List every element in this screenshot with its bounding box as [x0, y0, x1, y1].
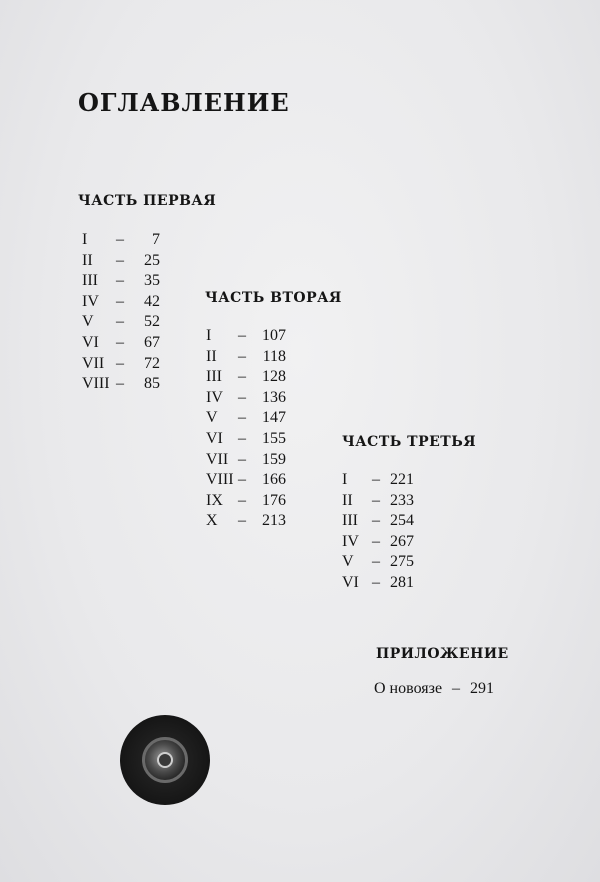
entry-dash: –	[238, 347, 246, 365]
page-number: 25	[144, 251, 160, 269]
chapter-number: III	[82, 272, 98, 290]
entry-dash: –	[116, 231, 124, 248]
page-number: 42	[144, 292, 160, 310]
chapter-number: IV	[206, 388, 223, 406]
emblem-core	[157, 752, 173, 768]
chapter-number: VII	[82, 354, 105, 372]
chapter-number: II	[342, 491, 353, 509]
chapter-number: VI	[342, 573, 359, 591]
chapter-number: I	[82, 231, 88, 248]
chapter-number: V	[206, 409, 218, 427]
chapter-number: VI	[82, 333, 99, 351]
page-number: 147	[262, 409, 286, 427]
part-three-title: ЧАСТЬ ТРЕТЬЯ	[342, 434, 477, 450]
page-number: 67	[144, 333, 160, 351]
emblem-ring	[142, 737, 188, 783]
chapter-number: V	[82, 313, 94, 331]
entry-dash: –	[238, 429, 246, 447]
chapter-number: I	[342, 471, 348, 488]
chapter-number: VII	[206, 450, 229, 468]
page-number: 118	[262, 347, 286, 365]
page-number: 254	[390, 512, 414, 530]
entry-dash: –	[372, 471, 380, 488]
entry-dash: –	[238, 512, 246, 530]
appendix-title: ПРИЛОЖЕНИЕ	[376, 646, 509, 662]
page-number: 233	[390, 491, 414, 509]
part-two-title: ЧАСТЬ ВТОРАЯ	[205, 290, 342, 306]
entry-dash: –	[238, 388, 246, 406]
page-number: 7	[152, 231, 160, 248]
page-title: ОГЛАВЛЕНИЕ	[78, 88, 290, 117]
chapter-number: II	[82, 251, 93, 269]
entry-dash: –	[238, 409, 246, 427]
chapter-number: III	[342, 512, 358, 530]
page-number: 281	[390, 573, 414, 591]
page-number: 155	[262, 429, 286, 447]
chapter-number: I	[206, 327, 212, 344]
page-number: 107	[262, 327, 286, 344]
appendix-entry-page: 291	[470, 680, 495, 697]
entry-dash: –	[372, 512, 380, 530]
page-number: 267	[390, 532, 414, 550]
chapter-number: IV	[82, 292, 99, 310]
entry-dash: –	[372, 532, 380, 550]
page-number: 213	[262, 512, 286, 530]
page-number: 221	[390, 471, 414, 488]
page-number: 85	[144, 375, 160, 393]
appendix-entry-label: О новоязе	[374, 680, 443, 697]
page-number: 159	[262, 450, 286, 468]
chapter-number: IX	[206, 491, 223, 509]
page-number: 128	[262, 368, 286, 386]
page-number: 136	[262, 388, 286, 406]
chapter-number: V	[342, 553, 354, 571]
entry-dash: –	[116, 375, 124, 393]
entry-dash: –	[238, 368, 246, 386]
chapter-number: X	[206, 512, 218, 530]
page-number: 72	[144, 354, 160, 372]
entry-dash: –	[238, 327, 246, 344]
entry-dash: –	[238, 471, 246, 489]
page-number: 176	[262, 491, 286, 509]
entry-dash: –	[116, 333, 124, 351]
entry-dash: –	[372, 553, 380, 571]
page-number: 166	[262, 471, 286, 489]
page-number: 35	[144, 272, 160, 290]
entry-dash: –	[372, 491, 380, 509]
entry-dash: –	[116, 354, 124, 372]
entry-dash: –	[238, 450, 246, 468]
page-number: 52	[144, 313, 160, 331]
chapter-number: III	[206, 368, 222, 386]
chapter-number: IV	[342, 532, 359, 550]
chapter-number: VIII	[206, 471, 234, 489]
part-one-title: ЧАСТЬ ПЕРВАЯ	[78, 193, 217, 209]
publisher-emblem-icon	[120, 715, 210, 805]
appendix-entry-dash: –	[452, 680, 461, 697]
entry-dash: –	[116, 313, 124, 331]
entry-dash: –	[372, 573, 380, 591]
entry-dash: –	[116, 292, 124, 310]
chapter-number: VI	[206, 429, 223, 447]
entry-dash: –	[238, 491, 246, 509]
chapter-number: II	[206, 347, 217, 365]
entry-dash: –	[116, 272, 124, 290]
page-number: 275	[390, 553, 414, 571]
chapter-number: VIII	[82, 375, 110, 393]
appendix-entry	[374, 680, 500, 698]
entry-dash: –	[116, 251, 124, 269]
